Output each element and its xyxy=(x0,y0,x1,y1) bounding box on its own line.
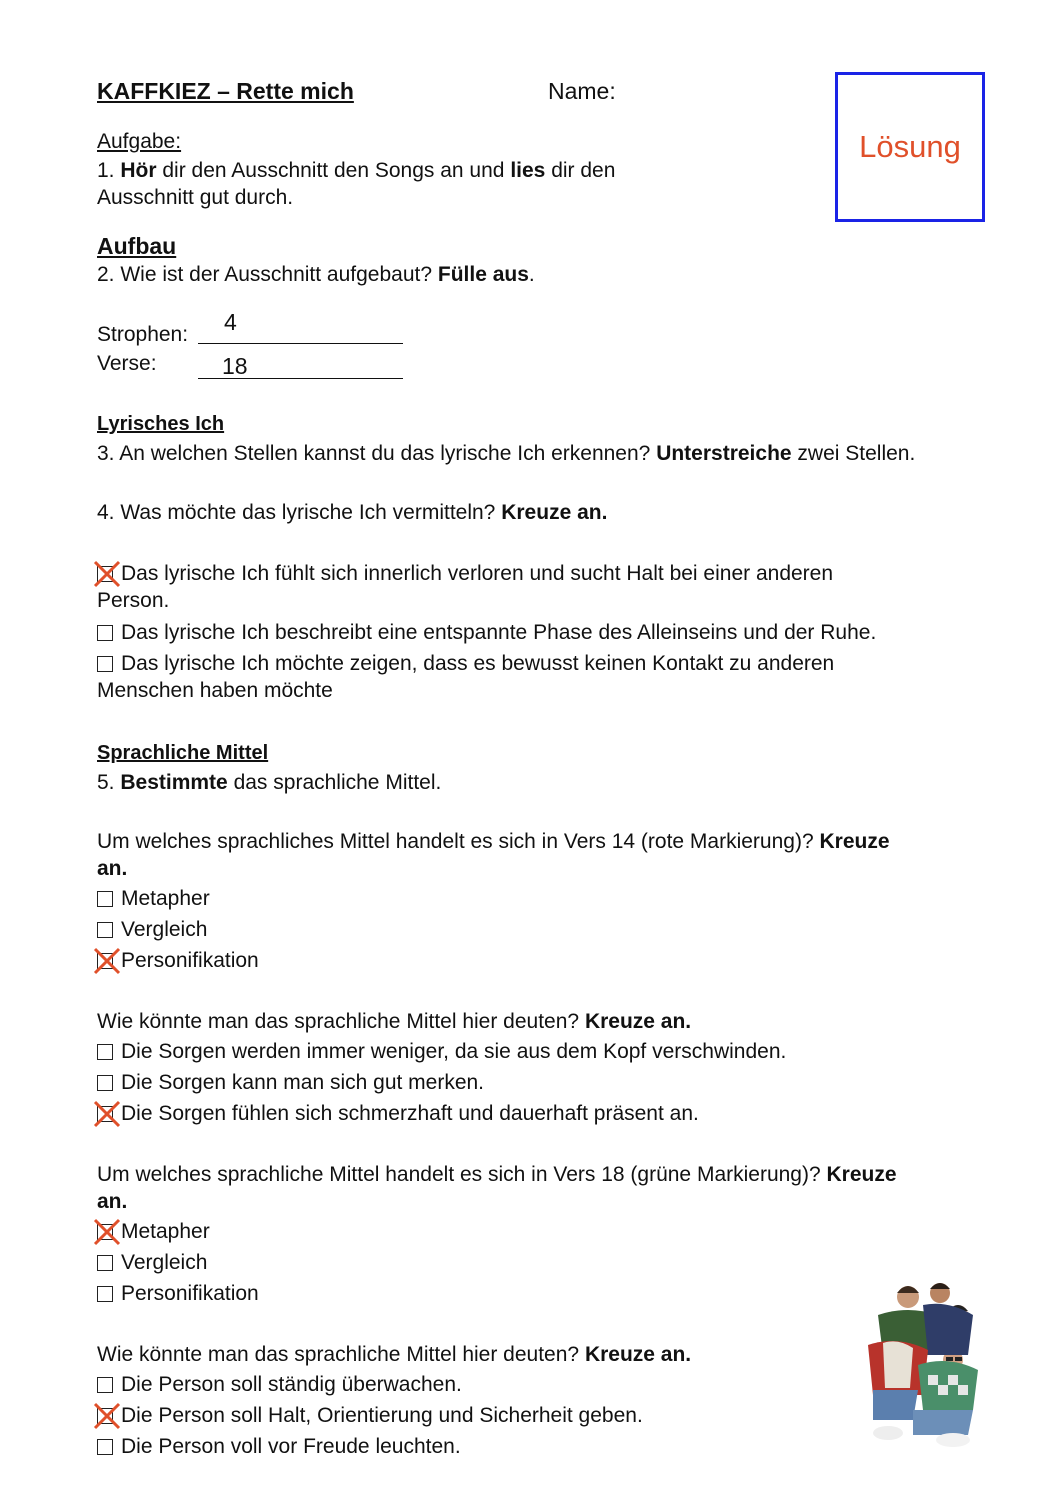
strophen-answer: 4 xyxy=(224,309,237,335)
worksheet-title: KAFFKIEZ – Rette mich xyxy=(97,78,354,104)
checkbox[interactable] xyxy=(97,1286,113,1302)
solution-label: Lösung xyxy=(859,129,961,164)
verse-line xyxy=(198,378,403,379)
question-3: 3. An welchen Stellen kannst du das lyrische Ich erkennen? Unterstreiche zwei Stellen. xyxy=(97,442,916,465)
option-deuten2-2[interactable]: Die Person soll Halt, Orientierung und Sicherheit geben. xyxy=(97,1404,643,1428)
option-q4-3-line2: Menschen haben möchte xyxy=(97,679,333,702)
question-deuten-2: Wie könnte man das sprachliche Mittel hier deuten? Kreuze an. xyxy=(97,1343,692,1366)
option-v18-personifikation[interactable]: Personifikation xyxy=(97,1282,259,1306)
option-v14-metapher[interactable]: Metapher xyxy=(97,887,210,911)
option-q4-1[interactable]: Das lyrische Ich fühlt sich innerlich verloren und sucht Halt bei einer anderen xyxy=(97,562,833,586)
option-q4-3[interactable]: Das lyrische Ich möchte zeigen, dass es bewusst keinen Kontakt zu anderen xyxy=(97,652,834,676)
checkbox[interactable] xyxy=(97,1075,113,1091)
question-4: 4. Was möchte das lyrische Ich vermitteln? Kreuze an. xyxy=(97,501,608,524)
option-deuten2-3[interactable]: Die Person voll vor Freude leuchten. xyxy=(97,1435,461,1459)
checkbox-checked[interactable] xyxy=(97,566,113,582)
option-deuten1-1[interactable]: Die Sorgen werden immer weniger, da sie aus dem Kopf verschwinden. xyxy=(97,1040,786,1064)
question-vers14-line2: an. xyxy=(97,857,128,880)
option-v14-personifikation[interactable]: Personifikation xyxy=(97,949,259,973)
strophen-line xyxy=(198,343,403,344)
checkbox-checked[interactable] xyxy=(97,1408,113,1424)
band-photo-icon xyxy=(858,1275,988,1450)
cross-mark-icon xyxy=(92,1099,122,1129)
checkbox[interactable] xyxy=(97,656,113,672)
option-v14-vergleich[interactable]: Vergleich xyxy=(97,918,207,942)
option-v18-vergleich[interactable]: Vergleich xyxy=(97,1251,207,1275)
verse-label: Verse: xyxy=(97,352,157,375)
checkbox[interactable] xyxy=(97,1377,113,1393)
checkbox-checked[interactable] xyxy=(97,1224,113,1240)
option-q4-1-line2: Person. xyxy=(97,589,170,612)
solution-box xyxy=(835,72,985,222)
option-q4-2[interactable]: Das lyrische Ich beschreibt eine entspannte Phase des Alleinseins und der Ruhe. xyxy=(97,621,876,645)
task1-line2: Ausschnitt gut durch. xyxy=(97,186,294,209)
checkbox-checked[interactable] xyxy=(97,953,113,969)
checkbox[interactable] xyxy=(97,922,113,938)
option-deuten1-2[interactable]: Die Sorgen kann man sich gut merken. xyxy=(97,1071,484,1095)
verse-answer: 18 xyxy=(222,353,248,379)
cross-mark-icon xyxy=(92,559,122,589)
strophen-label: Strophen: xyxy=(97,323,189,346)
question-deuten-1: Wie könnte man das sprachliche Mittel hier deuten? Kreuze an. xyxy=(97,1010,692,1033)
question-vers14: Um welches sprachliches Mittel handelt es sich in Vers 14 (rote Markierung)? Kreuze xyxy=(97,830,890,853)
checkbox[interactable] xyxy=(97,891,113,907)
cross-mark-icon xyxy=(92,946,122,976)
cross-mark-icon xyxy=(92,1217,122,1247)
option-deuten1-3[interactable]: Die Sorgen fühlen sich schmerzhaft und dauerhaft präsent an. xyxy=(97,1102,699,1126)
cross-mark-icon xyxy=(92,1401,122,1431)
section-sprachliche-mittel-heading: Sprachliche Mittel xyxy=(97,742,269,764)
checkbox[interactable] xyxy=(97,625,113,641)
question-vers18-line2: an. xyxy=(97,1190,128,1213)
task-label: Aufgabe: xyxy=(97,130,182,153)
section-aufbau-heading: Aufbau xyxy=(97,233,177,259)
option-v18-metapher[interactable]: Metapher xyxy=(97,1220,210,1244)
question-vers18: Um welches sprachliche Mittel handelt es sich in Vers 18 (grüne Markierung)? Kreuze xyxy=(97,1163,897,1186)
option-deuten2-1[interactable]: Die Person soll ständig überwachen. xyxy=(97,1373,462,1397)
question-2: 2. Wie ist der Ausschnitt aufgebaut? Fülle aus. xyxy=(97,263,535,286)
checkbox-checked[interactable] xyxy=(97,1106,113,1122)
name-label: Name: xyxy=(548,78,616,104)
checkbox[interactable] xyxy=(97,1044,113,1060)
checkbox[interactable] xyxy=(97,1439,113,1455)
question-5: 5. Bestimmte das sprachliche Mittel. xyxy=(97,771,442,794)
checkbox[interactable] xyxy=(97,1255,113,1271)
task1-line1: 1. Hör dir den Ausschnitt den Songs an und lies dir den xyxy=(97,159,616,182)
section-lyrisches-ich-heading: Lyrisches Ich xyxy=(97,413,225,435)
